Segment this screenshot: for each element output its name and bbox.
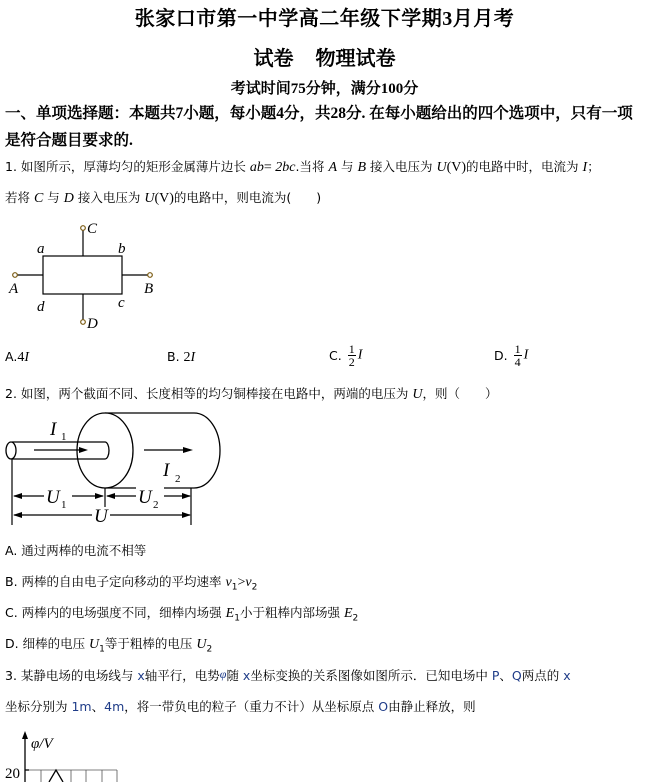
var-B: B xyxy=(357,160,367,175)
point-P: P xyxy=(491,668,500,683)
label-A: A xyxy=(9,281,19,297)
text: 两点的 xyxy=(521,668,564,683)
q2-figure-copper-rods xyxy=(0,407,230,532)
label-D: D xyxy=(87,316,98,332)
q3-stem-line1 xyxy=(5,666,571,684)
var-v1: v xyxy=(225,575,232,590)
var-U1: U xyxy=(89,637,100,652)
var-C: C xyxy=(33,191,44,206)
var-v2: v xyxy=(245,575,252,590)
subscript: 1 xyxy=(234,613,240,624)
label-U1: U xyxy=(46,487,60,508)
subtitle-part-a: 试卷 xyxy=(253,48,294,70)
numerator: 1 xyxy=(348,342,355,356)
text: 、 xyxy=(91,699,105,714)
q1-stem-line2 xyxy=(5,188,321,207)
q2-option-c[interactable] xyxy=(5,603,358,624)
option-text: D. 细棒的电压 xyxy=(5,636,90,651)
option-letter: B. xyxy=(167,349,180,364)
option-letter: C. xyxy=(329,348,342,363)
option-text: 等于粗棒的电压 xyxy=(104,636,197,651)
var-I: I xyxy=(24,350,29,365)
origin-O: O xyxy=(378,699,389,714)
exam-subtitle xyxy=(0,42,649,71)
q1-figure-rectangle-plate xyxy=(0,212,170,337)
var-E2: E xyxy=(343,606,353,621)
var-U2: U xyxy=(196,637,207,652)
coord-4m: 4m xyxy=(104,699,125,714)
exam-info: 考试时间75分钟，满分100分 xyxy=(230,81,419,97)
var-I: I xyxy=(523,347,529,363)
text: ，将一带负电的粒子（重力不计）从坐标原点 xyxy=(124,699,379,714)
var-D: D xyxy=(63,191,74,206)
label-c: c xyxy=(118,295,125,311)
label-U: U xyxy=(94,506,108,527)
fraction-one-half xyxy=(348,343,356,368)
option-value: 4 xyxy=(17,350,25,365)
text: = xyxy=(263,160,276,175)
label-C: C xyxy=(87,221,98,237)
text: 轴平行，电势 xyxy=(144,668,220,683)
unit-V: (V) xyxy=(446,160,467,175)
var-ab: ab xyxy=(249,160,264,175)
var-x: x xyxy=(137,668,145,683)
var-phi: φ xyxy=(219,667,227,681)
text: ，则（ ） xyxy=(422,386,498,401)
option-value: 2 xyxy=(183,350,191,365)
option-text: 小于粗棒内部场强 xyxy=(239,605,344,620)
y-tick-20: 20 xyxy=(5,766,20,782)
subscript: 1 xyxy=(61,499,67,511)
var-U: U xyxy=(144,191,155,206)
subscript: 2 xyxy=(251,582,258,593)
label-I1: I xyxy=(50,419,57,440)
subscript: 1 xyxy=(231,582,238,593)
coord-1m: 1m xyxy=(71,699,92,714)
option-letter: A. xyxy=(5,349,18,364)
text: 接入电压为 xyxy=(73,190,145,205)
q2-stem xyxy=(5,384,498,403)
var-E1: E xyxy=(225,606,235,621)
option-letter: D. xyxy=(494,348,508,363)
q3-stem-line2 xyxy=(5,697,476,715)
subscript: 1 xyxy=(99,644,105,655)
text: 1. 如图所示，厚薄均匀的矩形金属薄片边长 xyxy=(5,159,250,174)
var-A: A xyxy=(328,160,338,175)
denominator: 4 xyxy=(514,355,521,369)
text: 接入电压为 xyxy=(366,159,437,174)
var-x: x xyxy=(242,668,251,683)
subtitle-part-b: 物理试卷 xyxy=(315,48,396,70)
label-U2: U xyxy=(138,487,152,508)
text: .当将 xyxy=(295,159,329,174)
label-B: B xyxy=(144,281,154,297)
q1-option-b[interactable] xyxy=(167,349,195,366)
q1-stem-line1 xyxy=(5,157,600,176)
q2-option-b[interactable] xyxy=(5,572,257,593)
text: 随 xyxy=(226,668,243,683)
text: ； xyxy=(587,159,600,174)
text: 坐标分别为 xyxy=(5,699,72,714)
option-text: B. 两棒的自由电子定向移动的平均速率 xyxy=(5,574,226,589)
option-text: C. 两棒内的电场强度不同，细棒内场强 xyxy=(5,605,226,620)
text: 坐标变换的关系图像如图所示．已知电场中 xyxy=(250,668,492,683)
label-d: d xyxy=(37,299,45,315)
y-axis-label: φ/V xyxy=(31,736,53,752)
q1-option-a[interactable] xyxy=(5,349,29,366)
subscript: 2 xyxy=(153,499,159,511)
subscript: 2 xyxy=(206,644,213,655)
label-a: a xyxy=(37,241,45,257)
subscript: 2 xyxy=(352,613,359,624)
var-I: I xyxy=(582,160,588,175)
var-x: x xyxy=(563,668,571,683)
subscript: 2 xyxy=(175,473,181,485)
exam-title: 张家口市第一中学高二年级下学期3月月考 xyxy=(134,8,515,30)
q2-option-d[interactable] xyxy=(5,634,212,655)
denominator: 2 xyxy=(348,355,355,369)
text: 由静止释放，则 xyxy=(388,699,476,714)
var-I: I xyxy=(357,347,363,363)
section-heading: 一、单项选择题：本题共7小题，每小题4分，共28分. 在每小题给出的四个选项中，只有一项是符合题目要求的. xyxy=(5,105,633,149)
option-text: A. 通过两棒的电流不相等 xyxy=(5,543,147,558)
var-U: U xyxy=(436,160,447,175)
var-I: I xyxy=(190,350,196,365)
numerator: 1 xyxy=(514,342,521,356)
fraction-one-quarter xyxy=(514,343,522,368)
text: 与 xyxy=(337,159,358,174)
point-Q: Q xyxy=(511,668,522,683)
text: 3. 某静电场的电场线与 xyxy=(5,668,138,683)
text: 的电路中时，电流为 xyxy=(466,159,583,174)
var-U: U xyxy=(412,387,423,402)
var-2bc: 2bc xyxy=(275,160,296,175)
text: 、 xyxy=(499,668,512,683)
q2-option-a[interactable] xyxy=(5,541,146,559)
label-b: b xyxy=(118,241,126,257)
q1-option-c[interactable] xyxy=(329,343,362,368)
text: 的电路中，则电流为( ) xyxy=(173,190,322,205)
unit-V: (V) xyxy=(154,191,174,206)
text: 2. 如图，两个截面不同、长度相等的均匀铜棒接在电路中，两端的电压为 xyxy=(5,386,413,401)
q3-figure-potential-graph xyxy=(0,722,160,782)
subscript: 1 xyxy=(61,431,67,443)
text: 若将 xyxy=(5,190,34,205)
q1-option-d[interactable] xyxy=(494,343,528,368)
label-I2: I xyxy=(163,460,170,481)
text: 与 xyxy=(43,190,64,205)
greater-than: > xyxy=(237,575,246,590)
